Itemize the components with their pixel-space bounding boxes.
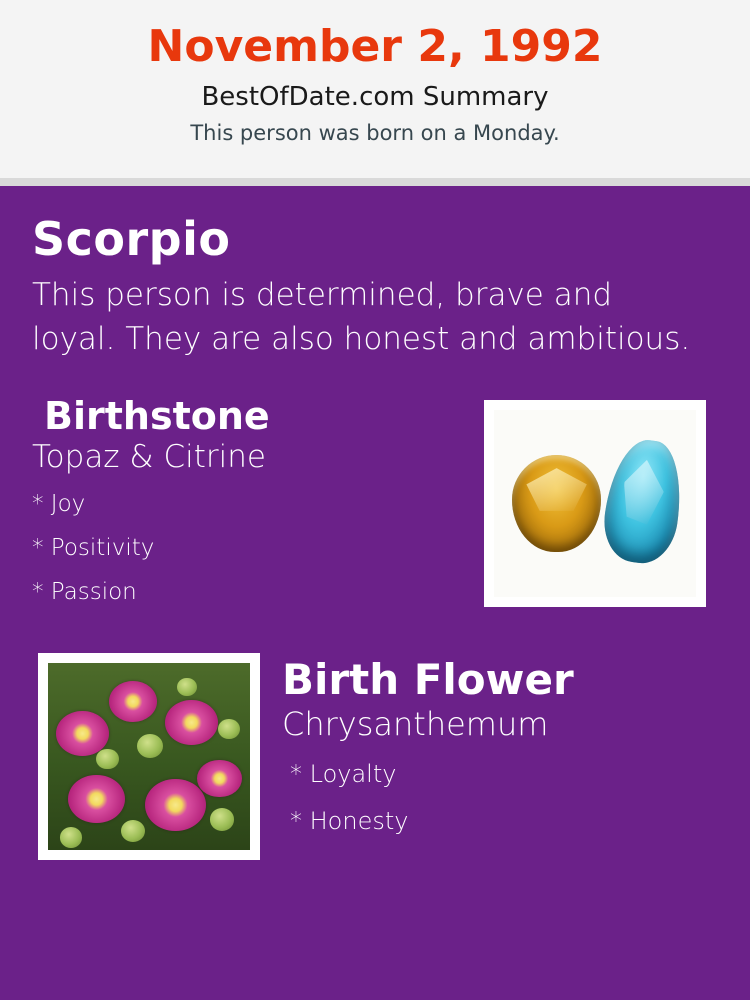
flower-bloom-icon	[165, 700, 218, 745]
citrine-gem-icon	[512, 455, 601, 552]
flower-bud-icon	[60, 827, 82, 848]
flower-bloom-icon	[109, 681, 157, 722]
birth-flower-section	[32, 649, 718, 869]
flower-bloom-icon	[68, 775, 125, 824]
flower-bud-icon	[210, 808, 234, 830]
birth-flower-text	[282, 649, 718, 838]
page-title: November 2, 1992	[147, 21, 603, 72]
flower-bloom-icon	[197, 760, 241, 797]
zodiac-sign-name: Scorpio	[32, 212, 231, 266]
birth-flower-name: Chrysanthemum	[282, 704, 549, 743]
birthstone-image	[484, 400, 706, 607]
birth-flower-trait: * Honesty	[290, 807, 409, 836]
birthstone-image-inner	[494, 410, 696, 597]
flower-bud-icon	[96, 749, 118, 770]
birthstone-trait: * Joy	[32, 491, 86, 518]
header	[0, 0, 750, 178]
birthstone-names: Topaz & Citrine	[32, 439, 266, 476]
day-of-week-line: This person was born on a Monday.	[190, 121, 560, 146]
birthstone-trait: * Passion	[32, 579, 137, 606]
birthstone-heading: Birthstone	[44, 393, 270, 438]
birthstone-section	[32, 395, 718, 623]
birth-flower-trait: * Loyalty	[290, 760, 397, 789]
site-summary-label: BestOfDate.com Summary	[201, 81, 549, 112]
topaz-gem-icon	[599, 435, 688, 567]
flower-bud-icon	[177, 678, 197, 697]
birth-flower-heading: Birth Flower	[282, 654, 574, 704]
flower-bloom-icon	[145, 779, 206, 831]
content-body	[0, 186, 750, 1000]
zodiac-description: This person is determined, brave and loyal. They are also honest and ambitious.	[32, 276, 691, 357]
birth-flower-image	[38, 653, 260, 860]
flower-bud-icon	[121, 820, 145, 842]
header-divider	[0, 178, 750, 186]
birthstone-trait: * Positivity	[32, 535, 155, 562]
birth-flower-image-inner	[48, 663, 250, 850]
birthstone-text	[32, 395, 462, 608]
flower-bud-icon	[218, 719, 240, 740]
flower-bud-icon	[137, 734, 163, 758]
